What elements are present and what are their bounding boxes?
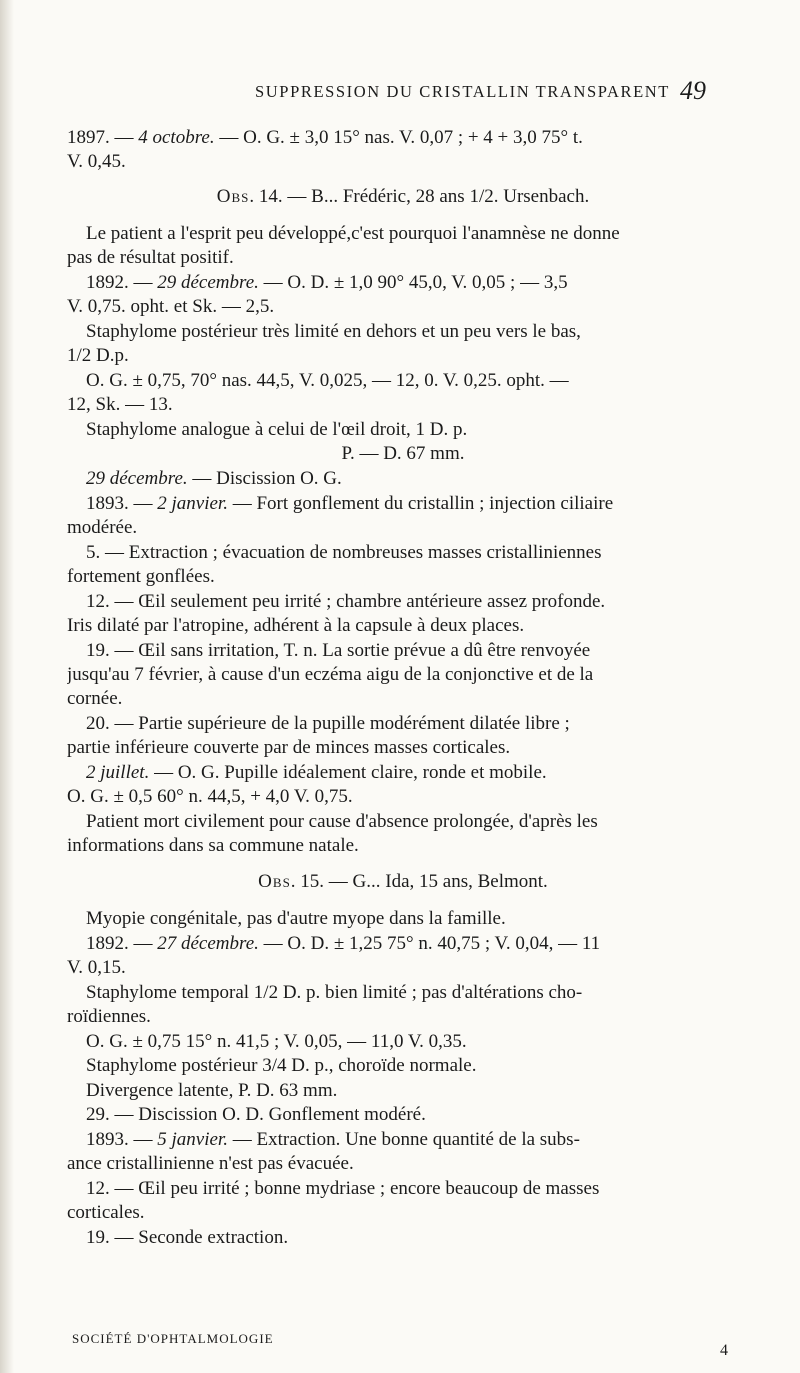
text-line — [67, 1054, 739, 1078]
text-run: corticales. — [67, 1202, 145, 1223]
text-run: 29 décembre. — [157, 272, 259, 293]
text-line — [67, 590, 739, 614]
text-line — [67, 492, 739, 516]
text-run: Staphylome postérieur 3/4 D. p., choroïde normale. — [67, 1055, 477, 1076]
text-run: jusqu'au 7 février, à cause d'un eczéma aigu de la conjonctive et de la — [67, 664, 594, 685]
text-run — [67, 468, 86, 489]
text-line — [67, 369, 739, 393]
text-run: 19. — Œil sans irritation, T. n. La sortie prévue a dû être renvoyée — [67, 640, 591, 661]
text-run: 20. — Partie supérieure de la pupille modérément dilatée libre ; — [67, 713, 570, 734]
text-line — [67, 639, 739, 663]
text-run: O. G. ± 0,75, 70° nas. 44,5, V. 0,025, — 12, 0. V. 0,25. opht. — — [67, 370, 569, 391]
text-run: ance cristallinienne n'est pas évacuée. — [67, 1153, 354, 1174]
text-run: Obs — [216, 186, 250, 207]
text-run: 1893. — — [67, 493, 158, 514]
text-run: 5 janvier. — [157, 1129, 228, 1150]
text-run: . 15. — G... Ida, 15 ans, Belmont. — [290, 871, 548, 892]
text-run: 12. — Œil peu irrité ; bonne mydriase ; encore beaucoup de masses — [67, 1178, 600, 1199]
text-run: — O. D. ± 1,0 90° 45,0, V. 0,05 ; — 3,5 — [258, 272, 568, 293]
text-run: 4 octobre. — [138, 127, 215, 148]
text-run: Le patient a l'esprit peu développé,c'est pourquoi l'anamnèse ne donne — [67, 223, 620, 244]
text-run: P. — D. 67 mm. — [341, 443, 465, 464]
text-run: roïdiennes. — [67, 1006, 151, 1027]
text-run: — Fort gonflement du cristallin ; injection ciliaire — [227, 493, 614, 514]
text-run: 29. — Discission O. D. Gonflement modéré. — [67, 1104, 426, 1125]
text-line — [67, 1226, 739, 1250]
text-run: O. G. ± 0,5 60° n. 44,5, + 4,0 V. 0,75. — [67, 786, 353, 807]
text-line — [67, 712, 739, 736]
text-run: Patient mort civilement pour cause d'absence prolongée, d'après les — [67, 811, 598, 832]
text-line — [67, 810, 739, 834]
text-line — [67, 687, 739, 711]
text-line — [67, 393, 739, 417]
text-run: partie inférieure couverte par de minces masses corticales. — [67, 737, 511, 758]
text-line — [67, 126, 739, 150]
text-line — [67, 1079, 739, 1103]
text-run: Staphylome temporal 1/2 D. p. bien limité ; pas d'altérations cho- — [67, 982, 583, 1003]
text-line — [67, 541, 739, 565]
text-line — [67, 222, 739, 246]
text-run: pas de résultat positif. — [67, 247, 234, 268]
text-line — [67, 1128, 739, 1152]
text-line — [67, 418, 739, 442]
text-run: Staphylome postérieur très limité en dehors et un peu vers le bas, — [67, 321, 581, 342]
text-run: — O. G. ± 3,0 15° nas. V. 0,07 ; + 4 + 3,0 75° t. — [214, 127, 583, 148]
text-run: Staphylome analogue à celui de l'œil droit, 1 D. p. — [67, 419, 468, 440]
text-line — [67, 344, 739, 368]
text-run: V. 0,75. opht. et Sk. — 2,5. — [67, 296, 275, 317]
text-run: 1892. — — [67, 272, 158, 293]
text-run: 12. — Œil seulement peu irrité ; chambre antérieure assez profonde. — [67, 591, 606, 612]
text-line — [67, 736, 739, 760]
text-line — [67, 1030, 739, 1054]
text-line — [67, 907, 739, 931]
text-line — [67, 271, 739, 295]
binding-shadow — [0, 0, 14, 1373]
text-run — [67, 762, 86, 783]
page-header — [0, 76, 800, 112]
text-line — [67, 467, 739, 491]
text-run: Obs — [258, 871, 291, 892]
text-line — [67, 246, 739, 270]
text-line — [67, 150, 739, 174]
text-run: — O. G. Pupille idéalement claire, ronde et mobile. — [149, 762, 547, 783]
text-run: 12, Sk. — 13. — [67, 394, 173, 415]
text-line — [67, 1152, 739, 1176]
text-line — [67, 442, 739, 466]
text-line — [67, 981, 739, 1005]
text-line — [67, 1201, 739, 1225]
text-run: — Discission O. G. — [187, 468, 342, 489]
text-line — [67, 834, 739, 858]
text-run: 29 décembre. — [86, 468, 188, 489]
text-line — [67, 295, 739, 319]
signature-line: SOCIÉTÉ D'OPHTALMOLOGIE — [72, 1331, 274, 1346]
text-run: fortement gonflées. — [67, 566, 215, 587]
text-run: 2 juillet. — [86, 762, 150, 783]
page-number: 49 — [680, 76, 706, 105]
text-line — [67, 516, 739, 540]
text-line — [67, 1005, 739, 1029]
text-line — [67, 1177, 739, 1201]
text-line — [67, 320, 739, 344]
text-line — [67, 956, 739, 980]
text-run: Iris dilaté par l'atropine, adhérent à la capsule à deux places. — [67, 615, 525, 636]
text-line — [67, 663, 739, 687]
text-run: 1893. — — [67, 1129, 158, 1150]
text-run: V. 0,45. — [67, 151, 126, 172]
text-run: 1/2 D.p. — [67, 345, 129, 366]
text-run: 5. — Extraction ; évacuation de nombreuses masses cristalliniennes — [67, 542, 602, 563]
text-run: Myopie congénitale, pas d'autre myope dans la famille. — [67, 908, 506, 929]
text-line — [67, 565, 739, 589]
text-run: 19. — Seconde extraction. — [67, 1227, 289, 1248]
text-run: 1897. — — [67, 127, 139, 148]
text-run: informations dans sa commune natale. — [67, 835, 359, 856]
signature-mark: 4 — [720, 1342, 728, 1359]
text-run: — O. D. ± 1,25 75° n. 40,75 ; V. 0,04, — 11 — [258, 933, 601, 954]
text-run: 27 décembre. — [157, 933, 259, 954]
text-line — [67, 761, 739, 785]
text-run: V. 0,15. — [67, 957, 126, 978]
running-head: SUPPRESSION DU CRISTALLIN TRANSPARENT — [255, 82, 670, 101]
text-run: . 14. — B... Frédéric, 28 ans 1/2. Ursenbach. — [249, 186, 590, 207]
text-run: 1892. — — [67, 933, 158, 954]
text-line — [67, 1103, 739, 1127]
text-run: O. G. ± 0,75 15° n. 41,5 ; V. 0,05, — 11,0 V. 0,35. — [67, 1031, 467, 1052]
text-run: modérée. — [67, 517, 138, 538]
text-line — [67, 932, 739, 956]
text-run: — Extraction. Une bonne quantité de la subs- — [227, 1129, 580, 1150]
text-run: 2 janvier. — [157, 493, 228, 514]
text-line — [67, 785, 739, 809]
text-line — [67, 870, 739, 894]
text-run: cornée. — [67, 688, 123, 709]
text-line — [67, 614, 739, 638]
text-line — [67, 185, 739, 209]
text-run: Divergence latente, P. D. 63 mm. — [67, 1080, 338, 1101]
